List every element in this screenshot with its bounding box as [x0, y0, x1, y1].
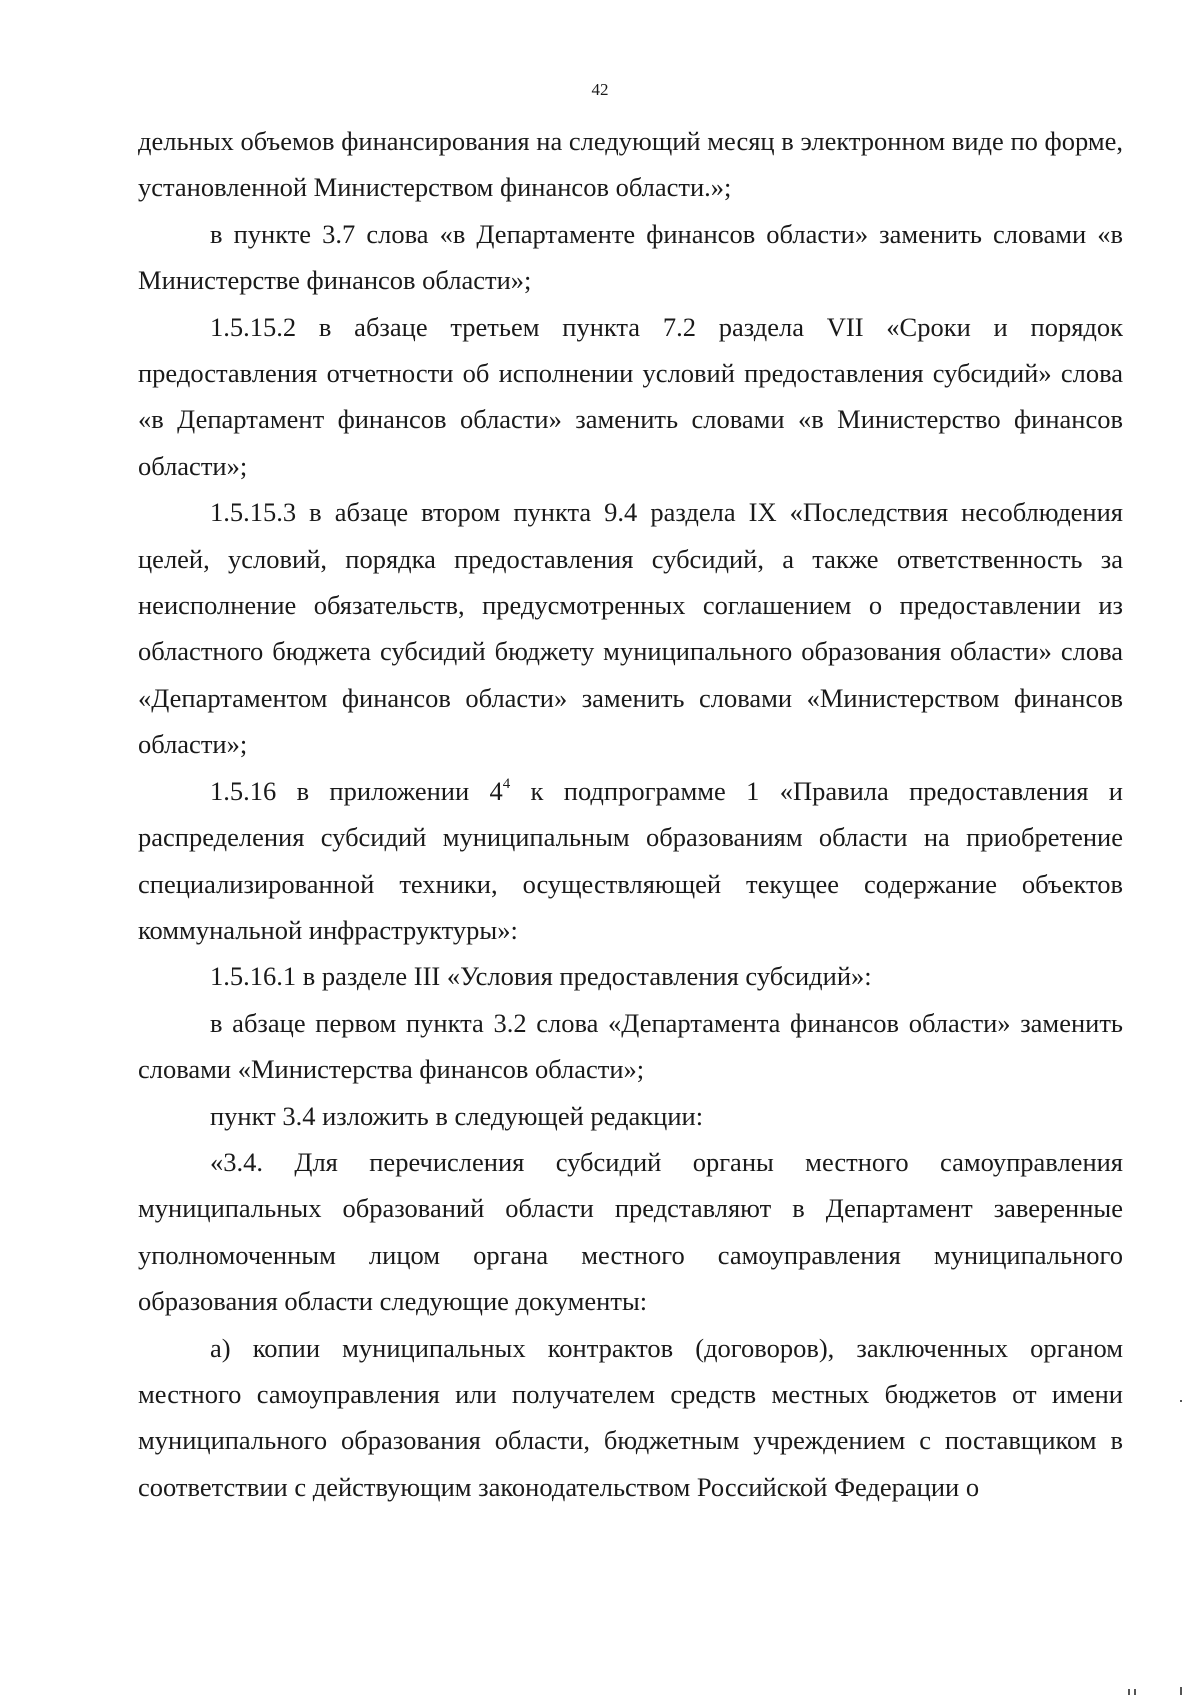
paragraph-5-rest: к подпрограмме 1 «Правила предоставления и распределения субсидий муниципальным образованиям области на приобретение специализированной техники, осуществляющей текущее содержание объектов коммунальной инфраструктуры»:: [138, 775, 1123, 945]
paragraph-10: а) копии муниципальных контрактов (договоров), заключенных органом местного самоуправления или получателем средств местных бюджетов от имени муниципального образования области, бюджетным учреждением с поставщиком в соответствии с действующим законодательством Российской Федерации о: [138, 1332, 1123, 1502]
paragraph-9: «3.4. Для перечисления субсидий органы местного самоуправления муниципальных образований области представляют в Департамент заверенные уполномоченным лицом органа местного самоуправления муниципального образования области следующие документы:: [138, 1146, 1123, 1317]
page-number: 42: [591, 80, 609, 99]
paragraph-5: [138, 768, 1123, 954]
paragraph-5-start: 1.5.16 в приложении 4: [210, 775, 503, 806]
scan-edge-mark: [1180, 1687, 1182, 1695]
scan-speck: [1180, 1400, 1182, 1402]
paragraph-1: дельных объемов финансирования на следующий месяц в электронном виде по форме, установленной Министерством финансов области.»;: [138, 126, 1123, 203]
paragraph-8: пункт 3.4 изложить в следующей редакции:: [210, 1100, 704, 1131]
paragraph-6: 1.5.16.1 в разделе III «Условия предоставления субсидий»:: [210, 961, 872, 992]
paragraph-2: в пункте 3.7 слова «в Департаменте финансов области» заменить словами «в Министерстве финансов области»;: [138, 218, 1123, 296]
document-body: [138, 118, 1123, 1510]
scan-edge-mark: [1134, 1689, 1136, 1695]
scan-edge-mark: [1128, 1689, 1130, 1695]
superscript-index: 4: [502, 775, 511, 792]
paragraph-3: 1.5.15.2 в абзаце третьем пункта 7.2 раздела VII «Сроки и порядок предоставления отчетности об исполнении условий предоставления субсидий» слова «в Департамент финансов области» заменить словами «в Министерство финансов области»;: [138, 311, 1123, 481]
paragraph-7: в абзаце первом пункта 3.2 слова «Департамента финансов области» заменить словами «Министерства финансов области»;: [138, 1007, 1123, 1085]
paragraph-4: 1.5.15.3 в абзаце втором пункта 9.4 раздела IX «Последствия несоблюдения целей, условий, порядка предоставления субсидий, а также ответственность за неисполнение обязательств, предусмотренных соглашением о предоставлении из областного бюджета субсидий бюджету муниципального образования области» слова «Департаментом финансов области» заменить словами «Министерством финансов области»;: [138, 497, 1123, 760]
